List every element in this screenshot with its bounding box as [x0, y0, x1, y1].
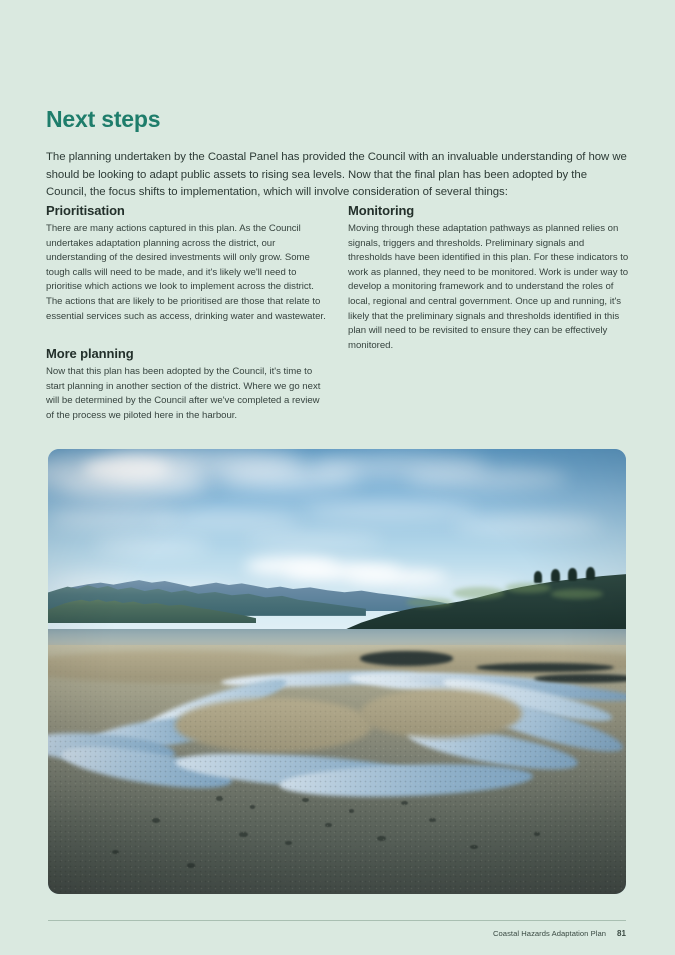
footer-document-title: Coastal Hazards Adaptation Plan — [493, 929, 606, 938]
section-heading-prioritisation: Prioritisation — [46, 203, 125, 218]
page-title: Next steps — [46, 106, 161, 133]
coastal-harbour-photo — [48, 449, 626, 894]
footer-page-number: 81 — [617, 929, 626, 938]
right-column — [348, 203, 629, 424]
sand-texture — [48, 449, 626, 894]
page-footer — [493, 929, 626, 938]
section-body-prioritisation: There are many actions captured in this plan. As the Council undertakes adaptation planning across the district, our understanding of the desired investments will only grow. Some tough calls will need to be made, and it's likely we'll need to prioritise which actions we look to implement across the district. The actions that are likely to be prioritised are those that relate to essential services such as access, drinking water and wastewater. — [46, 223, 326, 322]
section-body-more-planning: Now that this plan has been adopted by the Council, it's time to start planning in another section of the district. Where we go next will be determined by the Council after we've completed a review of the process we piloted here in the harbour. — [46, 366, 321, 421]
two-column-body — [46, 203, 630, 424]
photo-canvas — [48, 449, 626, 894]
section-body-monitoring: Moving through these adaptation pathways as planned relies on signals, triggers and thresholds. Preliminary signals and thresholds have been identified in this plan. For these indicators to work as planned, they need to be monitored. Work is under way to develop a monitoring framework and to understand the roles of local, regional and central government. Once up and running, it's likely that the preliminary signals and thresholds identified in this plan will need to be revisited to ensure they can be effectively monitored. — [348, 223, 629, 351]
section-heading-monitoring: Monitoring — [348, 203, 415, 218]
footer-divider — [48, 920, 626, 921]
intro-paragraph: The planning undertaken by the Coastal Panel has provided the Council with an invaluable understanding of how we should be looking to adapt public assets to rising sea levels. Now that the final plan has been adopted by the Council, the focus shifts to implementation, which will involve consideration of several things: — [46, 151, 627, 199]
left-column — [46, 203, 327, 424]
section-heading-more-planning: More planning — [46, 346, 134, 362]
